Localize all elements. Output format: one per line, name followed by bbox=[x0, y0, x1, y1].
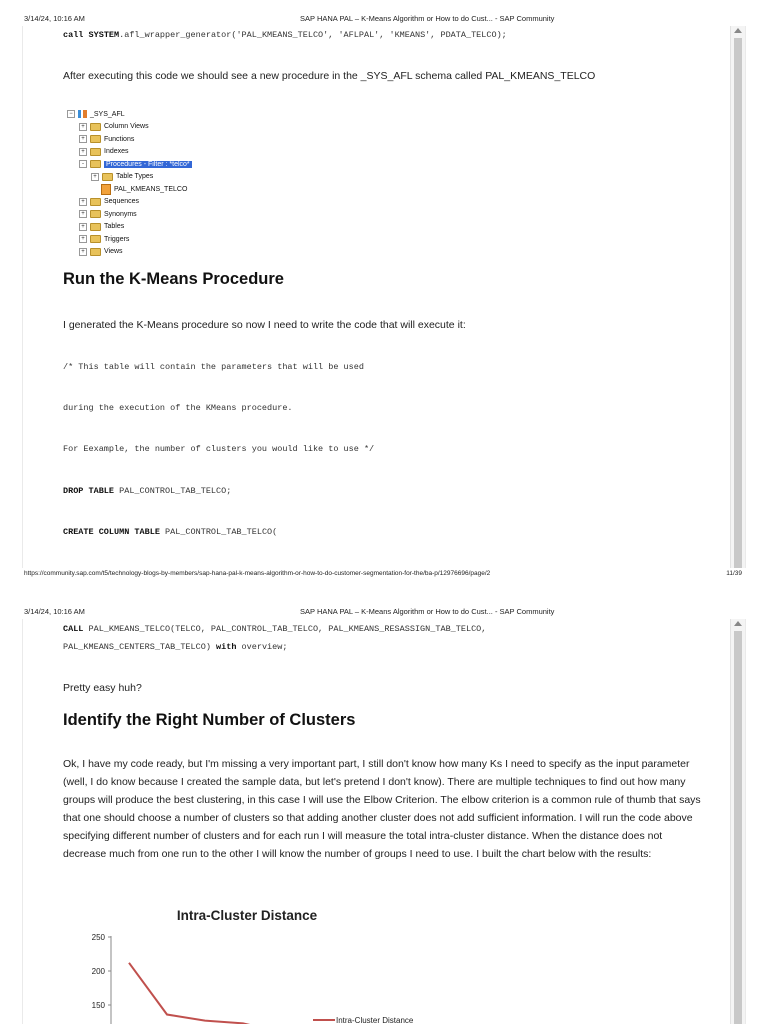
expand-icon[interactable]: + bbox=[91, 173, 99, 181]
expand-icon[interactable]: + bbox=[79, 210, 87, 218]
code-call-line-1 bbox=[63, 624, 486, 634]
code-call-args: PAL_KMEANS_TELCO(TELCO, PAL_CONTROL_TAB_TELCO, PAL_KMEANS_RESASSIGN_TAB_TELCO, bbox=[83, 624, 487, 634]
expand-icon[interactable]: + bbox=[79, 123, 87, 131]
tree-item-views[interactable] bbox=[79, 246, 123, 258]
scrollbar[interactable] bbox=[730, 26, 745, 568]
code-call-end: overview; bbox=[236, 642, 288, 652]
folder-icon bbox=[90, 248, 101, 256]
print-timestamp: 3/14/24, 10:16 AM bbox=[24, 607, 85, 616]
code-comment-1: /* This table will contain the parameters that will be used bbox=[63, 362, 364, 372]
expand-icon[interactable]: + bbox=[79, 248, 87, 256]
code-comment-3: For Eexample, the number of clusters you would like to use */ bbox=[63, 444, 375, 454]
tree-root[interactable] bbox=[67, 108, 125, 120]
schema-icon bbox=[78, 110, 87, 118]
print-title: SAP HANA PAL – K-Means Algorithm or How to do Cust... - SAP Community bbox=[300, 14, 555, 23]
chart-tick-labels bbox=[92, 933, 106, 1024]
expand-icon[interactable]: + bbox=[79, 148, 87, 156]
tree-item-label: Sequences bbox=[104, 198, 140, 205]
expand-icon[interactable]: + bbox=[79, 235, 87, 243]
tree-item-label: Functions bbox=[104, 135, 135, 143]
paragraph-after-exec: After executing this code we should see a new procedure in the _SYS_AFL schema called PAL_KMEANS_TELCO bbox=[63, 70, 596, 82]
chart-title: Intra-Cluster Distance bbox=[176, 908, 318, 923]
chart-axes bbox=[108, 936, 111, 1024]
folder-icon bbox=[90, 223, 101, 231]
code-keyword-drop: DROP TABLE bbox=[63, 486, 115, 496]
print-page-number: 11/39 bbox=[726, 570, 742, 577]
code-keyword-call: CALL bbox=[63, 624, 84, 634]
series-line bbox=[129, 963, 281, 1024]
folder-icon bbox=[90, 148, 101, 156]
tree-item-label-selected: Procedures - Filter : *telco* bbox=[106, 160, 190, 168]
folder-icon bbox=[90, 135, 101, 143]
folder-icon bbox=[102, 173, 113, 181]
procedure-icon bbox=[101, 184, 111, 195]
tree-item-synonyms[interactable] bbox=[79, 208, 137, 220]
tree-item-column-views[interactable] bbox=[79, 121, 149, 133]
tree-item-functions[interactable] bbox=[79, 133, 134, 145]
code-keyword-create: CREATE COLUMN TABLE bbox=[63, 527, 160, 537]
chart-legend bbox=[313, 1016, 414, 1024]
schema-tree bbox=[67, 108, 267, 258]
code-keyword-call: call bbox=[63, 30, 84, 40]
expand-icon[interactable]: + bbox=[79, 198, 87, 206]
code-create-rest: PAL_CONTROL_TAB_TELCO( bbox=[159, 527, 278, 537]
legend-label: Intra-Cluster Distance bbox=[336, 1016, 414, 1024]
paragraph-generated: I generated the K-Means procedure so now I need to write the code that will execute it: bbox=[63, 319, 466, 331]
chart-series bbox=[129, 963, 281, 1024]
y-tick-label: 250 bbox=[91, 933, 105, 942]
scroll-thumb[interactable] bbox=[734, 631, 742, 1024]
intra-cluster-chart bbox=[53, 906, 453, 1024]
tree-item-label: PAL_KMEANS_TELCO bbox=[114, 185, 188, 193]
tree-item-procedure[interactable] bbox=[101, 183, 187, 195]
expand-icon[interactable]: + bbox=[79, 135, 87, 143]
print-timestamp: 3/14/24, 10:16 AM bbox=[24, 14, 85, 23]
page-content-1 bbox=[22, 26, 746, 568]
folder-icon bbox=[90, 210, 101, 218]
paragraph-pretty-easy: Pretty easy huh? bbox=[63, 682, 142, 694]
scroll-thumb[interactable] bbox=[734, 38, 742, 568]
heading-identify-clusters: Identify the Right Number of Clusters bbox=[63, 711, 356, 729]
tree-item-tables[interactable] bbox=[79, 221, 124, 233]
code-drop-table bbox=[63, 486, 231, 496]
code-comment-2: during the execution of the KMeans procedure. bbox=[63, 403, 293, 413]
folder-icon bbox=[90, 123, 101, 131]
tree-item-label: Table Types bbox=[116, 173, 154, 180]
expand-icon[interactable]: + bbox=[79, 223, 87, 231]
heading-run-kmeans: Run the K-Means Procedure bbox=[63, 270, 284, 288]
scrollbar-2[interactable] bbox=[730, 619, 745, 1024]
code-wrapper-call bbox=[63, 30, 507, 40]
scroll-up-arrow-icon[interactable] bbox=[734, 28, 742, 33]
tree-item-table-types[interactable] bbox=[91, 171, 153, 183]
collapse-icon[interactable]: - bbox=[79, 160, 87, 168]
folder-open-icon bbox=[90, 160, 101, 168]
scroll-up-arrow-icon[interactable] bbox=[734, 621, 742, 626]
y-tick-label: 150 bbox=[91, 1001, 105, 1010]
folder-icon bbox=[90, 198, 101, 206]
code-create-table bbox=[63, 527, 277, 537]
tree-item-indexes[interactable] bbox=[79, 146, 129, 158]
code-drop-rest: PAL_CONTROL_TAB_TELCO; bbox=[114, 486, 232, 496]
tree-item-label: Triggers bbox=[104, 235, 130, 243]
y-tick-label: 200 bbox=[91, 967, 105, 976]
tree-item-label: Indexes bbox=[104, 148, 129, 155]
code-keyword-system: SYSTEM bbox=[88, 30, 120, 40]
print-title: SAP HANA PAL – K-Means Algorithm or How to do Cust... - SAP Community bbox=[300, 607, 555, 616]
code-keyword-with: with bbox=[216, 642, 237, 652]
paragraph-elbow: Ok, I have my code ready, but I'm missing a very important part, I still don't know how many Ks I need to specify as the input parameter (well, I do know because I created the sample data, but let's pretend I don't know). There are multiple techniques to find out how many groups will produce the best clustering, in this case I will use the Elbow Criterion. The elbow criterion is a common rule of thumb that says that one should choose a number of clusters so that adding another cluster does not add sufficient information. I will run the code above specifying different number of clusters and for each run I will measure the total intra-cluster distance. When the distance does not decrease much from one run to the other I will know the number of groups I need to use. I built the chart below with the results: bbox=[63, 758, 701, 860]
code-call-line-2 bbox=[63, 642, 287, 652]
tree-item-triggers[interactable] bbox=[79, 233, 129, 245]
code-call-args: .afl_wrapper_generator('PAL_KMEANS_TELCO', 'AFLPAL', 'KMEANS', PDATA_TELCO); bbox=[119, 30, 507, 40]
code-call-args-2: PAL_KMEANS_CENTERS_TAB_TELCO) bbox=[63, 642, 217, 652]
collapse-icon[interactable]: − bbox=[67, 110, 75, 118]
tree-item-label: Tables bbox=[104, 223, 125, 230]
tree-item-label: Synonyms bbox=[104, 210, 137, 218]
tree-item-sequences[interactable] bbox=[79, 196, 139, 208]
print-footer bbox=[0, 570, 768, 582]
page-content-2 bbox=[22, 619, 746, 1024]
tree-item-label: Column Views bbox=[104, 123, 149, 130]
print-url: https://community.sap.com/t5/technology-blogs-by-members/sap-hana-pal-k-means-algorithm-or-how-to-do-customer-segmentation-for-the/ba-p/12976696/page/2 bbox=[24, 570, 491, 577]
tree-item-label: Views bbox=[104, 248, 123, 255]
tree-item-procedures[interactable] bbox=[79, 158, 192, 170]
tree-root-label: _SYS_AFL bbox=[90, 110, 125, 118]
folder-icon bbox=[90, 235, 101, 243]
